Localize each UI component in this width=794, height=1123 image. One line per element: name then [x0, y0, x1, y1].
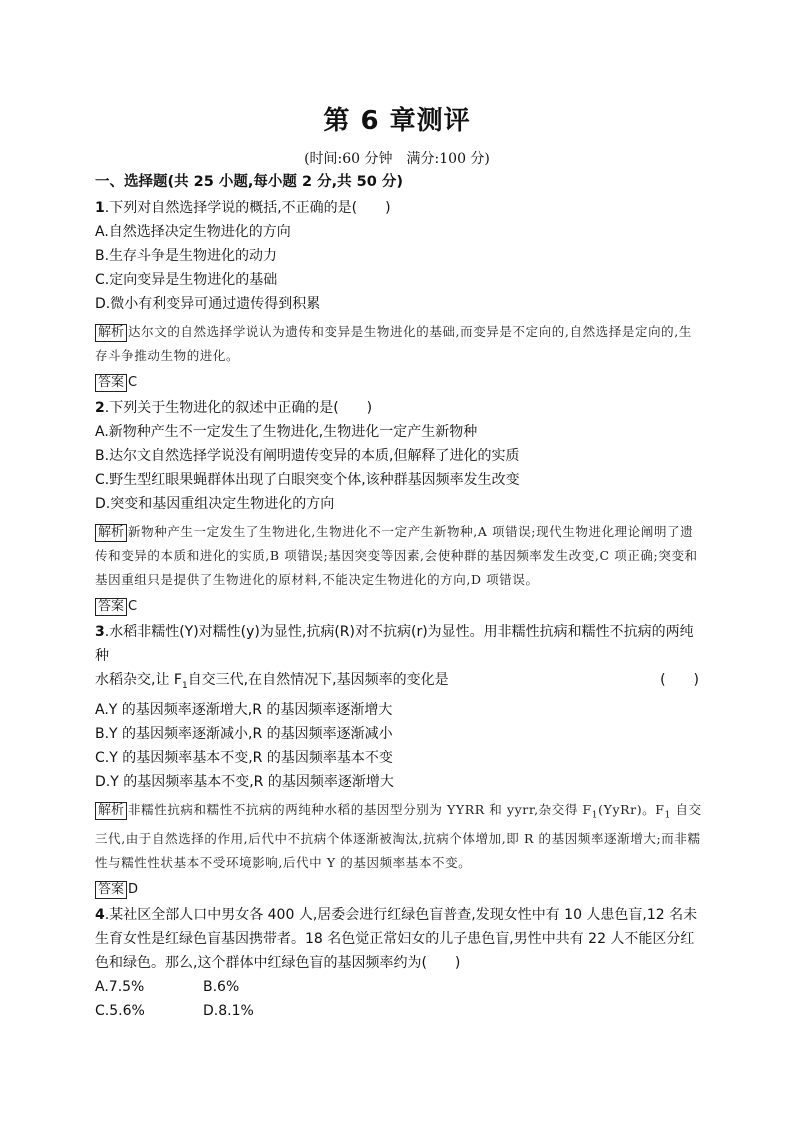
answer-block — [95, 596, 705, 618]
option: C.5.6% — [95, 1003, 145, 1020]
analysis-block — [95, 320, 705, 368]
section-heading: 一、选择题(共 25 小题,每小题 2 分,共 50 分) — [95, 174, 404, 190]
answer-block — [95, 372, 705, 394]
question-1 — [95, 196, 705, 220]
question-stem-line2 — [95, 668, 705, 698]
option: D.8.1% — [203, 1003, 254, 1020]
option: D.微小有利变异可通过遗传得到积累 — [95, 296, 321, 312]
analysis-text: 非糯性抗病和糯性不抗病的两纯种水稻的基因型分别为 YYRR 和 yyrr,杂交得 F — [128, 801, 592, 817]
option: A.新物种产生不一定发生了生物进化,生物进化一定产生新物种 — [95, 424, 478, 440]
page-title: 第 6 章测评 — [323, 106, 471, 136]
content — [95, 170, 705, 1023]
analysis-text: 自交三代,由于自然选择的作用,后代中不抗病个体逐渐被淘汰,抗病个体增加,即 R 的基因频率逐渐增大;而非糯性与糯性性状基本不受环境影响,后代中 Y 的基因频率基本不变。 — [95, 801, 702, 871]
stem-part: 水稻杂交,让 F — [95, 672, 182, 688]
option: B.6% — [203, 979, 240, 996]
option: B.Y 的基因频率逐渐减小,R 的基因频率逐渐减小 — [95, 725, 393, 742]
answer-text: D — [128, 882, 139, 898]
option: B.生存斗争是生物进化的动力 — [95, 248, 278, 264]
option: A.7.5% — [95, 979, 145, 996]
options-row — [95, 975, 705, 999]
answer-tag: 答案 — [95, 598, 127, 616]
option: D.突变和基因重组决定生物进化的方向 — [95, 496, 335, 512]
analysis-text: (YyRr)。F — [598, 801, 665, 817]
option: D.Y 的基因频率基本不变,R 的基因频率逐渐增大 — [95, 773, 394, 790]
question-number: 4 — [95, 907, 105, 924]
question-3 — [95, 620, 705, 668]
question-stem: .下列关于生物进化的叙述中正确的是( ) — [104, 400, 373, 416]
answer-tag: 答案 — [95, 374, 127, 392]
question-stem: .某社区全部人口中男女各 400 人,居委会进行红绿色盲普查,发现女性中有 10 人患色盲,12 名未生育女性是红绿色盲基因携带者。18 名色觉正常妇女的儿子患色盲,男性中共有 22 人不能区分红色和绿色。那么,这个群体中红绿色盲的基因频率约为( ) — [95, 907, 698, 972]
question-stem: .下列对自然选择学说的概括,不正确的是( ) — [104, 200, 391, 216]
answer-text: C — [128, 599, 138, 614]
answer-paren: ( ) — [660, 672, 699, 688]
question-number: 2 — [95, 400, 105, 416]
option: C.定向变异是生物进化的基础 — [95, 272, 278, 288]
question-4 — [95, 903, 705, 975]
analysis-text: 达尔文的自然选择学说认为遗传和变异是生物进化的基础,而变异是不定向的,自然选择是定向的,生存斗争推动生物的进化。 — [95, 324, 692, 363]
analysis-tag: 解析 — [95, 324, 127, 342]
question-stem-line1: .水稻非糯性(Y)对糯性(y)为显性,抗病(R)对不抗病(r)为显性。用非糯性抗病和糯性不抗病的两纯种 — [95, 624, 694, 664]
subscript: 1 — [664, 810, 671, 821]
question-number: 3 — [95, 624, 105, 640]
option: A.Y 的基因频率逐渐增大,R 的基因频率逐渐增大 — [95, 701, 393, 718]
analysis-tag: 解析 — [95, 802, 127, 820]
analysis-text: 新物种产生一定发生了生物进化,生物进化不一定产生新物种,A 项错误;现代生物进化理论阐明了遗传和变异的本质和进化的实质,B 项错误;基因突变等因素,会使种群的基因频率发生改变,C 项正确;突变和基因重组只是提供了生物进化的原材料,不能决定生物进化的方向,D 项错误。 — [95, 524, 698, 587]
answer-text: C — [128, 375, 138, 390]
option: C.Y 的基因频率基本不变,R 的基因频率基本不变 — [95, 749, 393, 766]
option: A.自然选择决定生物进化的方向 — [95, 224, 291, 240]
option: C.野生型红眼果蝇群体出现了白眼突变个体,该种群基因频率发生改变 — [95, 472, 520, 488]
question-2 — [95, 396, 705, 420]
subscript: 1 — [591, 810, 599, 821]
stem-part: 自交三代,在自然情况下,基因频率的变化是 — [187, 672, 449, 688]
answer-tag: 答案 — [95, 881, 127, 899]
exam-meta: (时间:60 分钟 满分:100 分) — [304, 151, 490, 167]
option: B.达尔文自然选择学说没有阐明遗传变异的本质,但解释了进化的实质 — [95, 448, 520, 464]
question-number: 1 — [95, 200, 105, 216]
subscript: 1 — [181, 680, 188, 691]
analysis-tag: 解析 — [95, 524, 127, 542]
analysis-block — [95, 520, 705, 592]
options-row — [95, 999, 705, 1023]
answer-block — [95, 879, 705, 901]
analysis-block — [95, 798, 705, 876]
